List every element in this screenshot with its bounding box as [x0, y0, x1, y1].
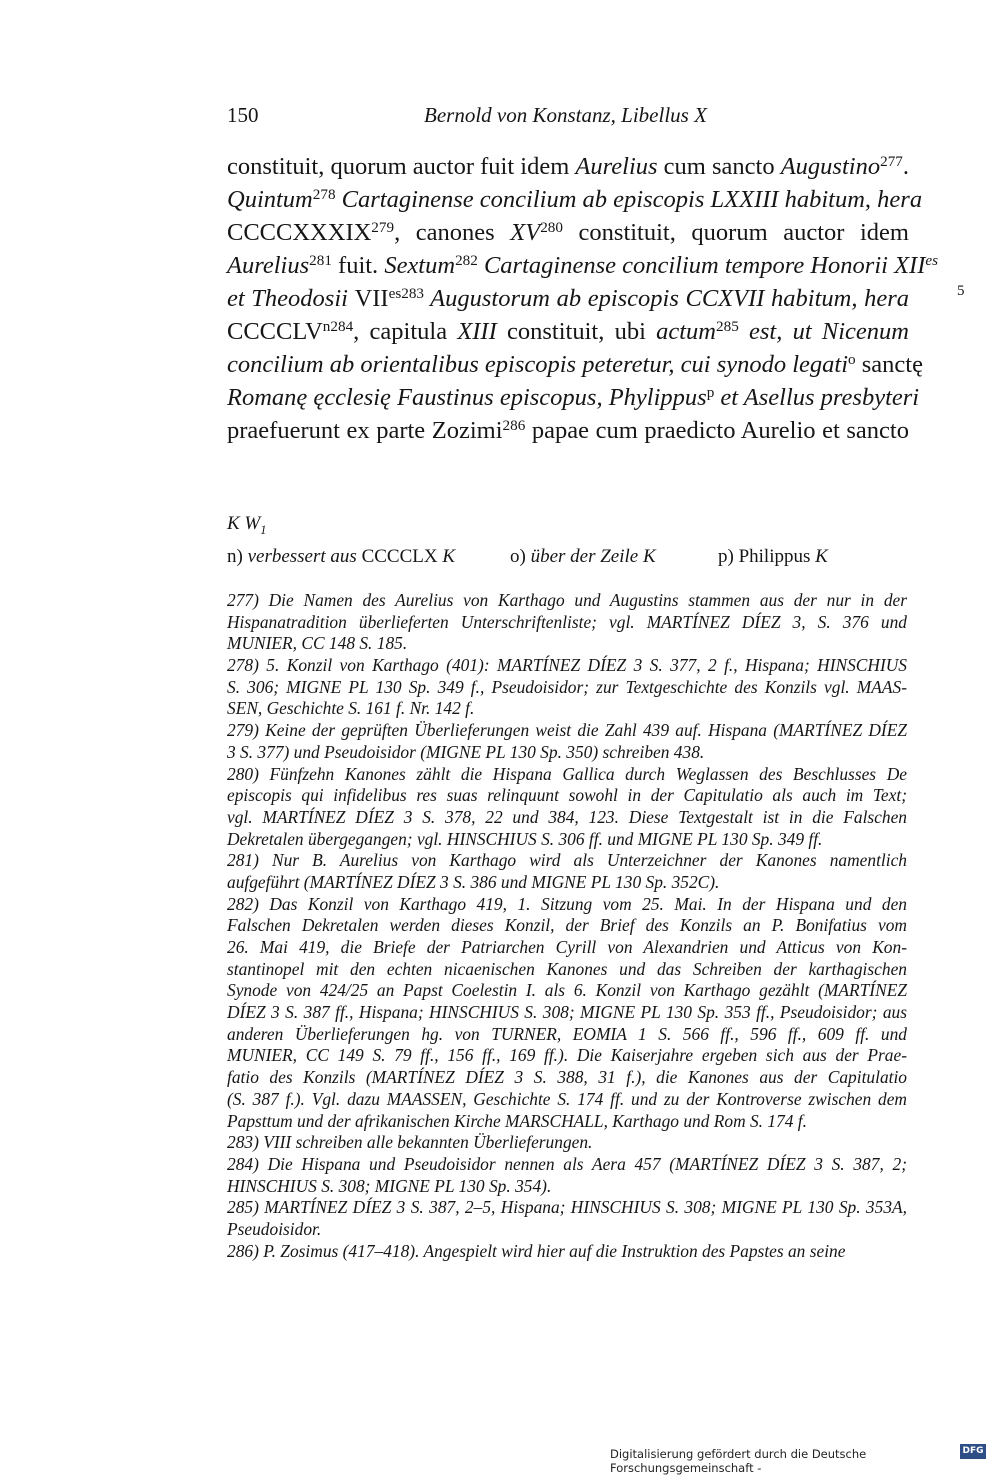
apparatus-note-n: n) verbessert aus CCCCLX K [227, 546, 456, 567]
footnote-line: Papsttum und der afrikanischen Kirche MARSCHALL, Karthago und Rom S. 174 f. [227, 1110, 807, 1131]
footnote-line: 286) P. Zosimus (417–418). Angespielt wird hier auf die Instruktion des Papstes an seine [227, 1240, 846, 1261]
footnote [227, 850, 907, 893]
footnote-line: 284) Die Hispana und Pseudoisidor nennen als Aera 457 (MARTÍNEZ DÍEZ 3 S. 387, 2; [227, 1153, 907, 1174]
line-number: 5 [957, 283, 965, 299]
footnote [227, 1132, 907, 1154]
footnote [227, 590, 907, 655]
footnote [227, 1154, 907, 1197]
footnote-line: 26. Mai 419, die Briefe der Patriarchen Cyrill von Alexandrien und Atticus von Kon- [227, 937, 907, 957]
digitization-credit: Digitalisierung gefördert durch die Deutsche Forschungsgemeinschaft - [610, 1447, 867, 1475]
footnote-line: Falschen Dekretalen werden dieses Konzil, der Brief des Konzils an P. Bonifatius vom [227, 915, 907, 936]
footnote-line: Hispanatradition überlieferten Unterschriftenliste; vgl. MARTÍNEZ DÍEZ 3, S. 376 und [227, 611, 907, 632]
footnote [227, 655, 907, 720]
footnote [227, 720, 907, 763]
footnote-line: MUNIER, CC 148 S. 185. [227, 633, 408, 654]
footnote [227, 1197, 907, 1240]
footnote-line: anderen Überlieferungen hg. von TURNER, EOMIA 1 S. 566 ff., 596 ff., 609 ff. und [227, 1023, 907, 1044]
footnote-line: 285) MARTÍNEZ DÍEZ 3 S. 387, 2–5, Hispana; HINSCHIUS S. 308; MIGNE PL 130 Sp. 353A, [227, 1197, 907, 1218]
main-text-line: $CCCCLV^{n284}$, capitula XIII constituit, ubi actum$^{285}$ est, ut Nicenum [227, 317, 909, 345]
footnote-line: 278) 5. Konzil von Karthago (401): MARTÍNEZ DÍEZ 3 S. 377, 2 f., Hispana; HINSCHIUS [227, 655, 907, 676]
main-text-line: CCCCXXXIX$^{279}$, canones XV$^{280}$ constituit, quorum auctor idem [227, 218, 909, 246]
main-text-line: constituit, quorum auctor fuit idem Aurelius cum sancto Augustino$^{277}$. [227, 152, 909, 180]
footnote [227, 764, 907, 851]
footnote-line: vgl. MARTÍNEZ DÍEZ 3 S. 378, 22 und 384, 123. Diese Textgestalt ist in die Falschen [227, 806, 907, 827]
footnote-line: episcopis qui infidelibus res suas relinquunt sowohl in der Capitulatio als auch im Text; [227, 785, 907, 806]
footnote-line: SEN, Geschichte S. 161 f. Nr. 142 f. [227, 698, 475, 719]
apparatus-sigla: K $W_1$ [227, 513, 267, 537]
footnote-line: 3 S. 377) und Pseudoisidor (MIGNE PL 130 Sp. 350) schreiben 438. [227, 741, 705, 762]
footnote [227, 1241, 907, 1263]
footnote-line: MUNIER, CC 149 S. 79 ff., 156 ff., 169 ff.). Die Kaiserjahre ergeben sich aus der Prae- [227, 1045, 907, 1066]
apparatus-note-p: p) Philippus K [718, 546, 828, 567]
main-text-line: et Theodosii $VII^{es283}$ Augustorum ab episcopis CCXVII habitum, hera [227, 284, 909, 312]
footnote-line: Synode von 424/25 an Papst Coelestin I. als 6. Konzil von Karthago gezählt (MARTÍNEZ [227, 980, 907, 1001]
page-number: 150 [227, 103, 259, 127]
footnote-line: 283) VIII schreiben alle bekannten Überlieferungen. [227, 1132, 593, 1153]
footnote [227, 894, 907, 1133]
footnote-line: 277) Die Namen des Aurelius von Karthago und Augustins stammen aus der nur in der [227, 590, 907, 610]
footnotes [227, 590, 907, 1262]
footnote-line: HINSCHIUS S. 308; MIGNE PL 130 Sp. 354). [227, 1175, 552, 1196]
dfg-logo: DFG [960, 1444, 986, 1459]
footnote-line: 279) Keine der geprüften Überlieferungen weist die Zahl 439 auf. Hispana (MARTÍNEZ DÍEZ [227, 720, 907, 741]
footnote-line: S. 306; MIGNE PL 130 Sp. 349 f., Pseudoisidor; zur Textgeschichte des Konzils vgl. MAAS- [227, 676, 907, 697]
main-text-line: concilium ab orientalibus episcopis peteretur, cui synodo legati$^o$ sanctę [227, 350, 923, 378]
footnote-line: stantinopel mit den echten nicaenischen Kanones und das Schreiben der karthagischen [227, 958, 907, 979]
main-text-line: praefuerunt ex parte Zozimi$^{286}$ papae cum praedicto Aurelio et sancto [227, 416, 909, 444]
footnote-line: 281) Nur B. Aurelius von Karthago wird als Unterzeichner der Kanones namentlich [227, 850, 907, 871]
footnote-line: 280) Fünfzehn Kanones zählt die Hispana Gallica durch Weglassen des Beschlusses De [227, 763, 907, 784]
footnote-line: aufgeführt (MARTÍNEZ DÍEZ 3 S. 386 und MIGNE PL 130 Sp. 352C). [227, 871, 720, 892]
footnote-line: Pseudoisidor. [227, 1218, 322, 1239]
footnote-line: 282) Das Konzil von Karthago 419, 1. Sitzung vom 25. Mai. In der Hispana und den [227, 893, 907, 914]
footnote-line: Dekretalen übergegangen; vgl. HINSCHIUS S. 306 ff. und MIGNE PL 130 Sp. 349 ff. [227, 828, 823, 849]
main-text-line: Aurelius$^{281}$ fuit. Sextum$^{282}$ Cartaginense concilium tempore Honorii $XII^{es}$ [227, 251, 939, 279]
main-text-line: Romanę ęcclesię Faustinus episcopus, Phylippus$^p$ et Asellus presbyteri [227, 383, 920, 411]
apparatus-note-o: o) über der Zeile K [510, 546, 656, 567]
footnote-line: fatio des Konzils (MARTÍNEZ DÍEZ 3 S. 388, 31 f.), die Kanones aus der Capitulatio [227, 1067, 907, 1088]
main-text-line: Quintum$^{278}$ Cartaginense concilium ab episcopis LXXIII habitum, hera [227, 185, 923, 213]
footnote-line: DÍEZ 3 S. 387 ff., Hispana; HINSCHIUS S. 308; MIGNE PL 130 Sp. 353 ff., Pseudoisidor; aus [227, 1002, 907, 1023]
running-head: Bernold von Konstanz, Libellus X [424, 103, 707, 127]
footnote-line: (S. 387 f.). Vgl. dazu MAASSEN, Geschichte S. 174 ff. und zu der Kontroverse zwischen dem [227, 1088, 907, 1109]
